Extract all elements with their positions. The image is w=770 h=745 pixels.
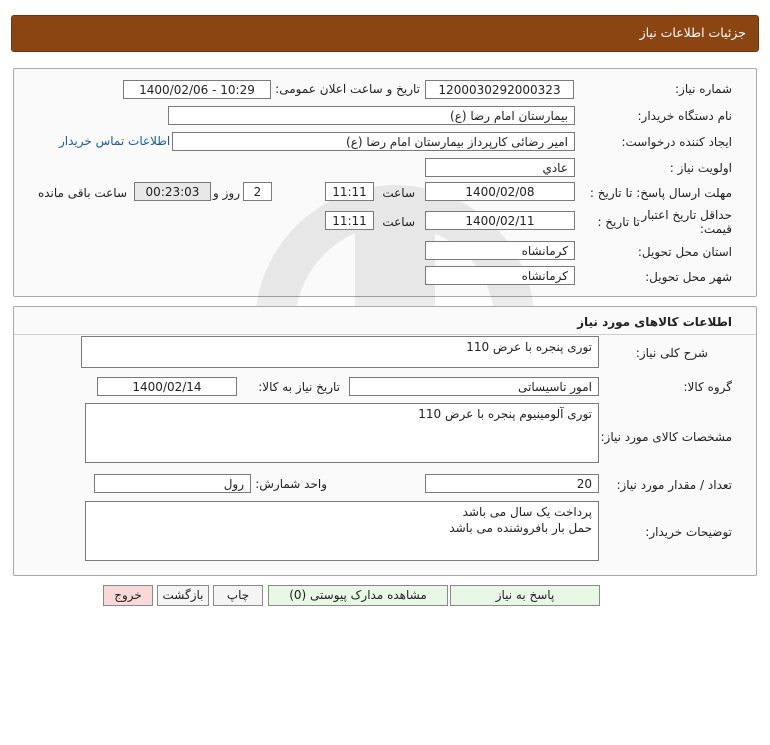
deadline-date-field: 1400/02/08 bbox=[425, 182, 575, 201]
need-info-panel bbox=[13, 68, 757, 297]
creator-label: ایجاد کننده درخواست: bbox=[621, 135, 732, 149]
summary-label: شرح کلی نیاز: bbox=[635, 346, 708, 360]
need-number-field: 1200030292000323 bbox=[425, 80, 574, 99]
remaining-time-field: 00:23:03 bbox=[134, 182, 211, 201]
days-field: 2 bbox=[243, 182, 272, 201]
qty-label: تعداد / مقدار مورد نیاز: bbox=[616, 478, 732, 492]
back-button[interactable]: بازگشت bbox=[157, 585, 209, 606]
remaining-label: ساعت باقی مانده bbox=[37, 186, 127, 200]
buyer-org-field: بیمارستان امام رضا (ع) bbox=[168, 106, 575, 125]
notes-field bbox=[85, 501, 599, 561]
validity-date-label: تا تاریخ : bbox=[597, 215, 640, 229]
city-label: شهر محل تحویل: bbox=[645, 270, 732, 284]
group-field: امور تاسیساتی bbox=[349, 377, 599, 396]
attachments-button[interactable]: مشاهده مدارک پیوستی (0) bbox=[268, 585, 448, 606]
buyer-contact-link[interactable]: اطلاعات تماس خریدار bbox=[59, 134, 171, 148]
creator-field: امیر رضائی کارپرداز بیمارستان امام رضا (ع) bbox=[172, 132, 575, 151]
city-field: کرمانشاه bbox=[425, 266, 575, 285]
priority-field: عادي bbox=[425, 158, 575, 177]
page-header bbox=[11, 15, 759, 52]
print-button[interactable]: چاپ bbox=[213, 585, 263, 606]
unit-field: رول bbox=[94, 474, 251, 493]
deadline-time-label: ساعت bbox=[382, 186, 415, 200]
section-divider bbox=[14, 334, 756, 335]
group-label: گروه کالا: bbox=[683, 380, 732, 394]
notes-line-1: پرداخت یک سال می باشد bbox=[462, 505, 592, 519]
priority-label: اولویت نیاز : bbox=[669, 161, 732, 175]
summary-field: توری پنجره با عرض 110 bbox=[81, 336, 599, 368]
validity-time-label: ساعت bbox=[382, 215, 415, 229]
validity-label: حداقل تاریخ اعتبار قیمت: bbox=[641, 208, 732, 236]
days-label: روز و bbox=[213, 186, 240, 200]
deadline-label: مهلت ارسال پاسخ: تا تاریخ : bbox=[589, 186, 732, 200]
need-number-label: شماره نیاز: bbox=[675, 82, 732, 96]
announce-label: تاریخ و ساعت اعلان عمومی: bbox=[275, 82, 420, 96]
unit-label: واحد شمارش: bbox=[255, 477, 327, 491]
exit-button[interactable]: خروج bbox=[103, 585, 153, 606]
announce-field: 1400/02/06 - 10:29 bbox=[123, 80, 271, 99]
page-title: جزئیات اطلاعات نیاز bbox=[639, 25, 746, 40]
notes-label: توضیحات خریدار: bbox=[645, 525, 732, 539]
buyer-org-label: نام دستگاه خریدار: bbox=[637, 109, 732, 123]
goods-section-title: اطلاعات کالاهای مورد نیاز bbox=[577, 315, 732, 329]
notes-line-2: حمل بار بافروشنده می باشد bbox=[449, 521, 592, 535]
qty-field: 20 bbox=[425, 474, 599, 493]
validity-time-field: 11:11 bbox=[325, 211, 374, 230]
reply-button[interactable]: پاسخ به نیاز bbox=[450, 585, 600, 606]
province-field: کرمانشاه bbox=[425, 241, 575, 260]
deadline-time-field: 11:11 bbox=[325, 182, 374, 201]
validity-date-field: 1400/02/11 bbox=[425, 211, 575, 230]
spec-field: توری آلومینیوم پنجره با عرض 110 bbox=[85, 403, 599, 463]
province-label: استان محل تحویل: bbox=[637, 245, 732, 259]
spec-label: مشخصات کالای مورد نیاز: bbox=[600, 430, 732, 444]
need-date-field: 1400/02/14 bbox=[97, 377, 237, 396]
need-date-label: تاریخ نیاز به کالا: bbox=[258, 380, 340, 394]
